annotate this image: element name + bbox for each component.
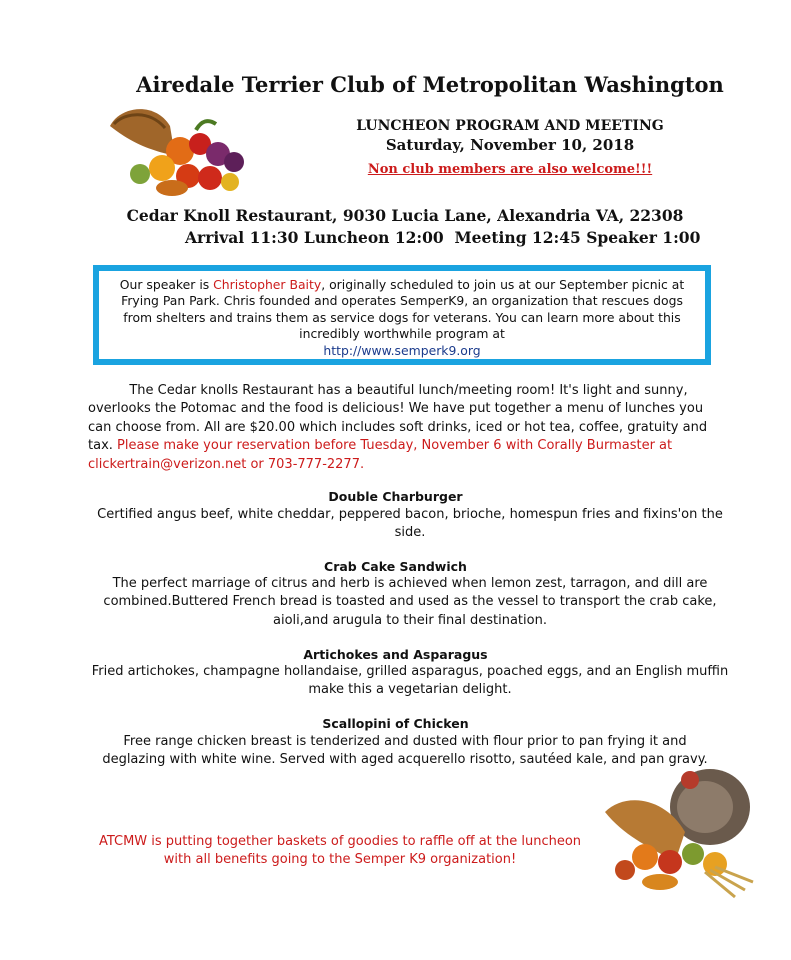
speaker-name: Christopher Baity [213,277,322,292]
speaker-box [93,265,711,365]
menu-item-description: Certified angus beef, white cheddar, peppered bacon, brioche, homespun fries and fixins'on the side. [97,507,723,541]
intro-paragraph [88,382,728,474]
menu-item-description: The perfect marriage of citrus and herb is achieved when lemon zest, tarragon, and dill are combined.Buttered French bread is toasted and used as the vessel to transport the crab cake, aioli,and arugula to their final destination. [103,576,717,628]
raffle-note: ATCMW is putting together baskets of goodies to raffle off at the luncheon with all benefits going to the Semper K9 organization! [98,834,582,868]
menu-item-description: Free range chicken breast is tenderized and dusted with flour prior to pan frying it and deglazing with white wine. Served with aged acquerello risotto, sautéed kale, and pan gravy. [102,734,708,768]
speaker-prefix: Our speaker is [119,277,214,292]
program-note: Non club members are also welcome!!! [367,162,653,177]
program-date: Saturday, November 10, 2018 [385,136,635,154]
venue-address: Cedar Knoll Restaurant, 9030 Lucia Lane, Alexandria VA, 22308 [126,206,684,225]
menu-item-title: Double Charburger [328,489,463,504]
turkey-cornucopia-image [585,752,760,902]
speaker-text: , originally scheduled to join us at our September picnic at Frying Pan Park. Chris founded and operates SemperK9, an organization that rescues dogs from shelters and trains them as service dogs for veterans. You can learn more about this incredibly worthwhile program at [121,277,685,342]
cornucopia-image [100,96,260,204]
page-title: Airedale Terrier Club of Metropolitan Washington [136,72,724,97]
reservation-text: Please make your reservation before Tuesday, November 6 with Corally Burmaster at clickertrain@verizon.net or 703-777-2277. [88,438,673,472]
intro-text: The Cedar knolls Restaurant has a beautiful lunch/meeting room! It's light and sunny, overlooks the Potomac and the food is delicious! We have put together a menu of lunches you can choose from. All are $20.00 which includes soft drinks, iced or hot tea, coffee, gratuity and tax. [88,383,708,454]
menu-item-title: Scallopini of Chicken [322,716,469,731]
menu-item-description: Fried artichokes, champagne hollandaise, grilled asparagus, poached eggs, and an English muffin make this a vegetarian delight. [91,664,729,698]
program-title: LUNCHEON PROGRAM AND MEETING [356,118,664,134]
menu-item-title: Crab Cake Sandwich [324,559,467,574]
menu-item-title: Artichokes and Asparagus [303,647,488,662]
event-times: Arrival 11:30 Luncheon 12:00 Meeting 12:45 Speaker 1:00 [185,228,701,247]
semperk9-link[interactable]: http://www.semperk9.org [323,342,481,358]
